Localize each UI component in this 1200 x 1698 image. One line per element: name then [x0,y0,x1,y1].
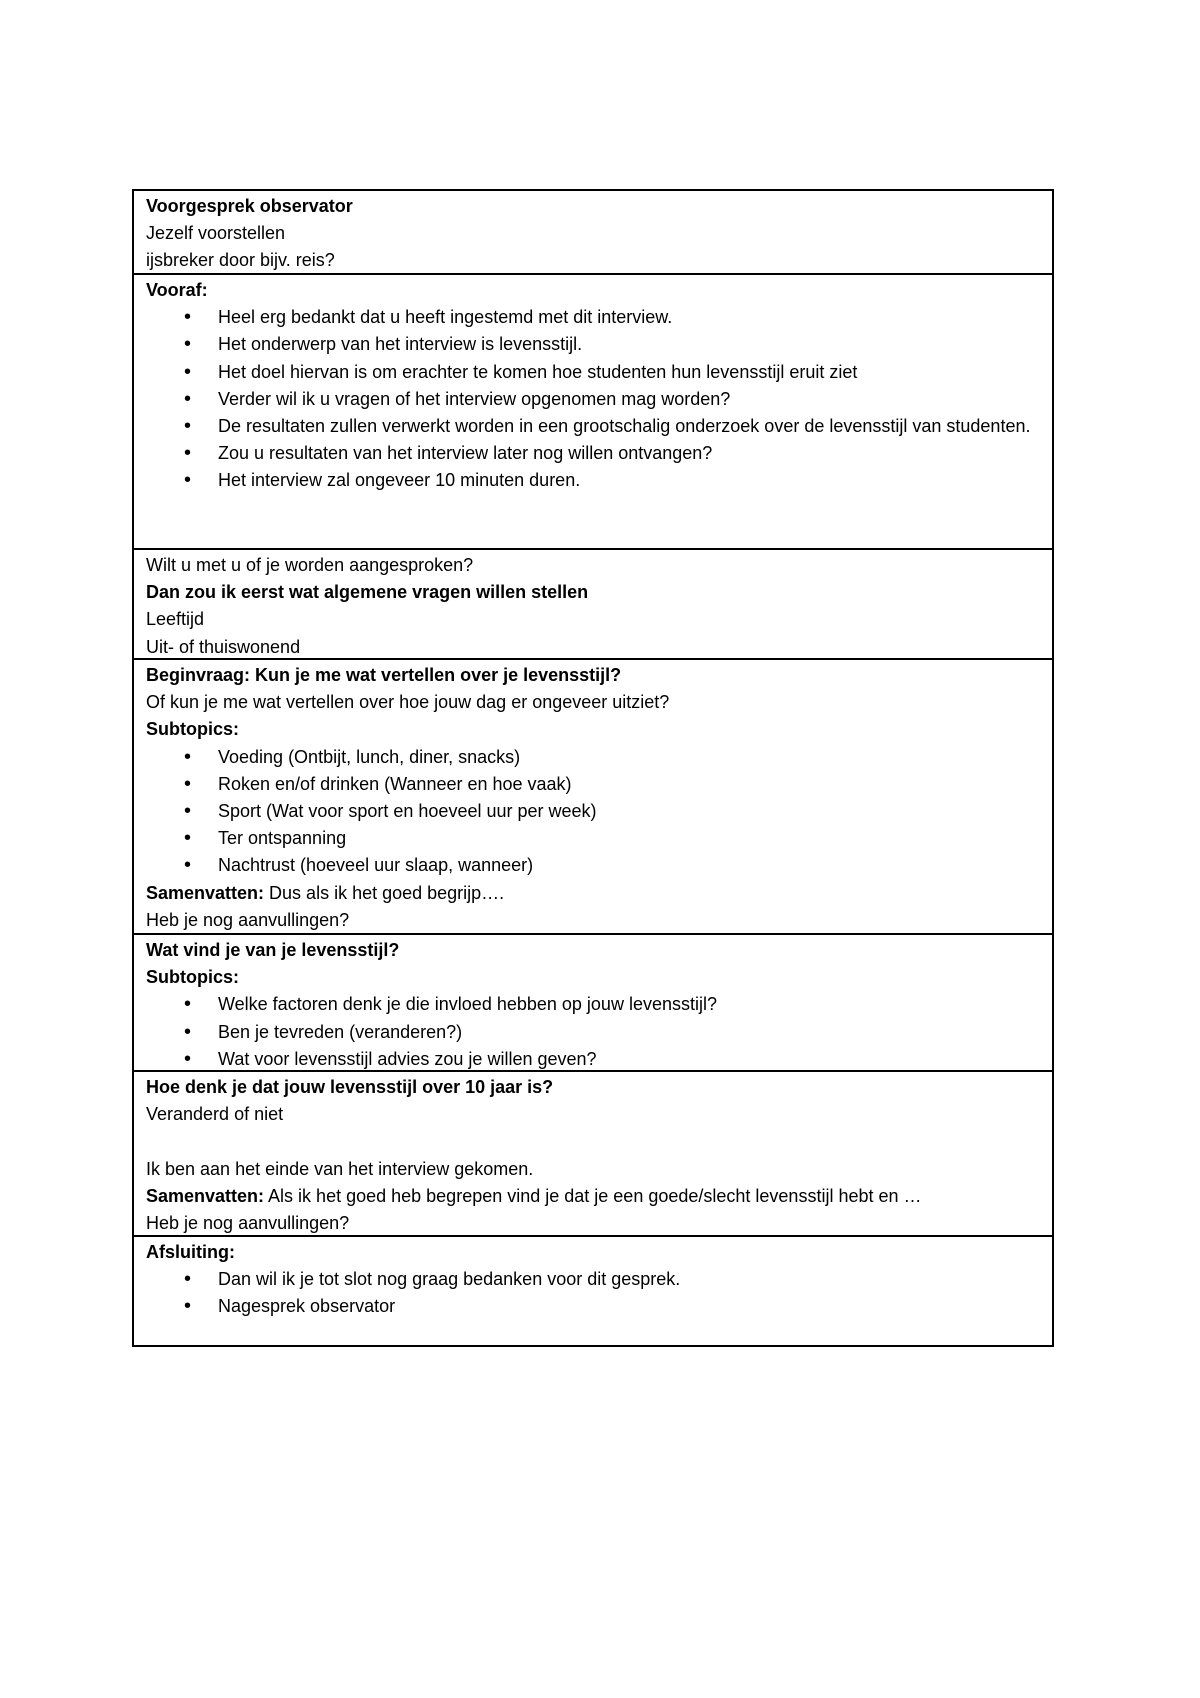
text-line: ijsbreker door bijv. reis? [146,250,335,271]
text-line: Leeftijd [146,609,205,630]
list-item: • Dan wil ik je tot slot nog graag bedanken voor dit gesprek. [146,1266,1040,1293]
list-item: • Zou u resultaten van het interview later nog willen ontvangen? [146,440,1040,467]
empty-line [146,1128,1040,1155]
section-mening [134,935,1052,1072]
summary-line [146,880,1040,907]
list-item: • Roken en/of drinken (Wanneer en hoe vaak) [146,771,1040,798]
list-item: • Nachtrust (hoeveel uur slaap, wanneer) [146,852,1040,879]
text-line: Jezelf voorstellen [146,223,286,244]
section-title: Wat vind je van je levensstijl? [146,940,400,960]
list-item: • Ter ontspanning [146,825,1040,852]
list-item: • Sport (Wat voor sport en hoeveel uur per week) [146,798,1040,825]
list-item: • De resultaten zullen verwerkt worden in een grootschalig onderzoek over de levensstijl van studenten. [146,413,1040,440]
text-line: Wilt u met u of je worden aangesproken? [146,555,474,575]
list-item: • Het interview zal ongeveer 10 minuten duren. [146,467,1040,494]
summary-text: Dus als ik het goed begrijp…. [264,882,505,903]
section-title: Hoe denk je dat jouw levensstijl over 10 jaar is? [146,1077,554,1097]
list-item: • Welke factoren denk je die invloed hebben op jouw levensstijl? [146,991,1040,1018]
list-item: • Voeding (Ontbijt, lunch, diner, snacks) [146,744,1040,771]
bullet-list [146,991,1040,1073]
summary-label: Samenvatten: [146,1185,265,1206]
text-line: Heb je nog aanvullingen? [146,909,350,930]
subtopics-label: Subtopics: [146,967,239,988]
text-line: Heb je nog aanvullingen? [146,1213,350,1233]
text-line: Of kun je me wat vertellen over hoe jouw dag er ongeveer uitziet? [146,692,670,713]
section-vooraf [134,275,1052,550]
section-afsluiting [134,1237,1052,1345]
list-item: • Wat voor levensstijl advies zou je willen geven? [146,1046,1040,1073]
list-item: • Ben je tevreden (veranderen?) [146,1019,1040,1046]
section-algemeen [134,550,1052,660]
bullet-list [146,1266,1040,1320]
section-voorgesprek [134,191,1052,275]
list-item: • Heel erg bedankt dat u heeft ingestemd met dit interview. [146,304,1040,331]
list-item: • Het doel hiervan is om erachter te komen hoe studenten hun levensstijl eruit ziet [146,359,1040,386]
bullet-list [146,304,1040,494]
subtopics-label: Subtopics: [146,719,239,740]
summary-label: Samenvatten: [146,882,265,903]
section-toekomst [134,1072,1052,1237]
bullet-list [146,744,1040,880]
list-item: • Verder wil ik u vragen of het interview opgenomen mag worden? [146,386,1040,413]
text-line: Ik ben aan het einde van het interview gekomen. [146,1158,534,1179]
list-item: • Het onderwerp van het interview is levensstijl. [146,331,1040,358]
list-item: • Nagesprek observator [146,1293,1040,1320]
summary-text: Als ik het goed heb begrepen vind je dat je een goede/slecht levensstijl hebt en … [264,1185,922,1206]
interview-guide-table [132,189,1054,1347]
section-title: Voorgesprek observator [146,196,353,216]
summary-line [146,1183,1040,1210]
section-title: Dan zou ik eerst wat algemene vragen willen stellen [146,582,589,603]
section-title: Vooraf: [146,280,208,300]
section-beginvraag [134,660,1052,935]
text-line: Veranderd of niet [146,1104,284,1125]
section-title: Beginvraag: Kun je me wat vertellen over je levensstijl? [146,665,622,685]
text-line: Uit- of thuiswonend [146,636,301,657]
section-title: Afsluiting: [146,1242,235,1262]
